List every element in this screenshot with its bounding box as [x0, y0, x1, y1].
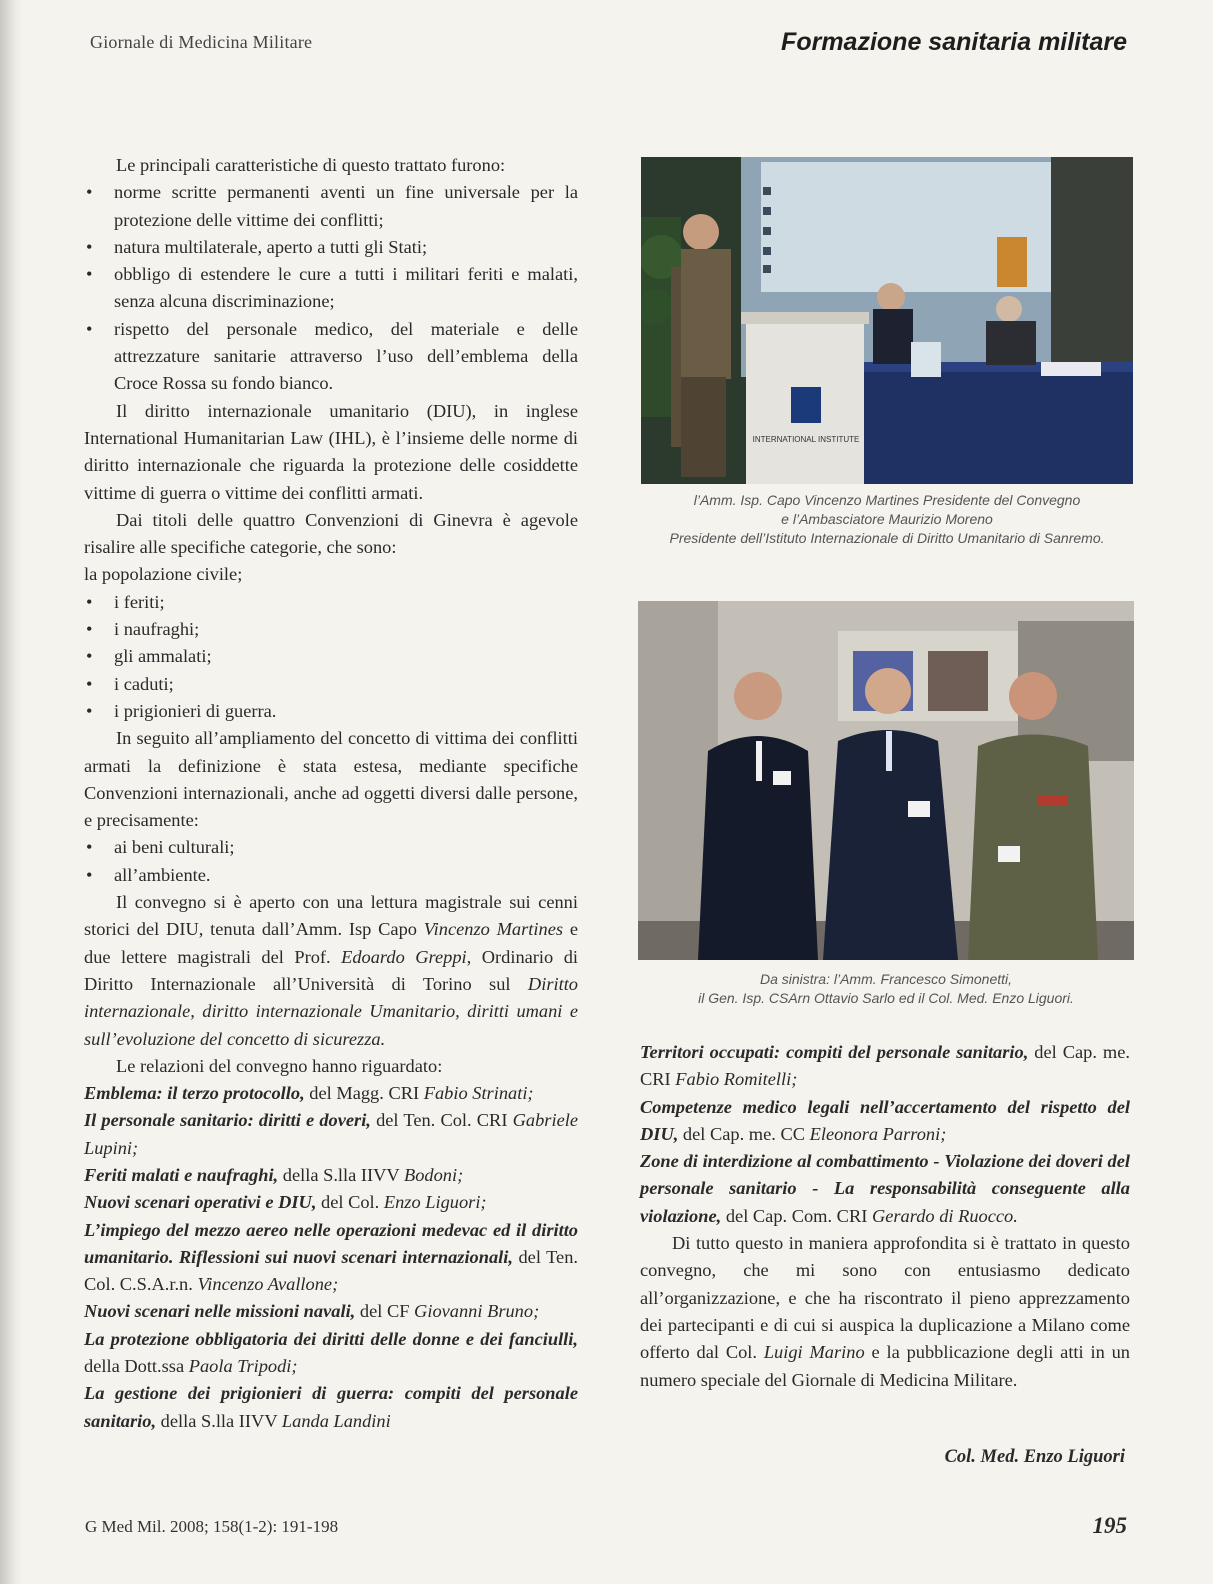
conference-illustration — [641, 157, 1133, 484]
list-item: • natura multilaterale, aperto a tutti gli Stati; — [84, 234, 578, 261]
talk-entry — [84, 1217, 578, 1299]
speaker-name: Vincenzo Avallone; — [197, 1274, 339, 1295]
bullet-list — [84, 834, 578, 889]
speaker-name: Fabio Romitelli; — [675, 1069, 798, 1090]
author-signature: Col. Med. Enzo Liguori — [944, 1447, 1125, 1467]
conference-photo — [641, 157, 1133, 484]
paragraph: In seguito all’ampliamento del concetto di vittima dei conflitti armati la definizione è stata estesa, mediante specifiche Convenzioni internazionali, anche ad oggetti diversi dalle persone, e precisamente: — [84, 728, 578, 831]
paragraph: Dai titoli delle quattro Convenzioni di Ginevra è agevole risalire alle specifiche categorie, che sono: — [84, 509, 578, 558]
speaker-name: Paola Tripodi; — [188, 1356, 298, 1377]
list-item: • all’ambiente. — [84, 862, 578, 889]
text-run: del Cap. me. CC — [678, 1123, 810, 1144]
lecture-title: Diritto internazionale, diritto internazionale Umanitario, diritti umani e sull’evoluzione del concetto di sicurezza. — [84, 973, 578, 1049]
talk-title: L’impiego del mezzo aereo nelle operazioni medevac ed il diritto umanitario. Riflessioni sui nuovi scenari internazionali, — [84, 1219, 578, 1267]
talk-title: Nuovi scenari operativi e DIU, — [84, 1192, 317, 1213]
talk-entry — [640, 1148, 1130, 1230]
talk-title: Competenze medico legali nell’accertamento del rispetto del DIU, — [640, 1096, 1130, 1144]
talk-entry — [640, 1039, 1130, 1094]
speaker-name: Edoardo Greppi, — [341, 946, 472, 967]
text-run: del Cap. Com. CRI — [721, 1205, 872, 1226]
paragraph: Le principali caratteristiche di questo trattato furono: — [116, 155, 506, 175]
caption-line: Da sinistra: l’Amm. Francesco Simonetti, — [759, 971, 1013, 987]
speaker-name: Eleonora Parroni; — [809, 1123, 947, 1144]
journal-title: Giornale di Medicina Militare — [90, 32, 313, 52]
left-column — [84, 152, 578, 1435]
talk-entry — [640, 1094, 1130, 1149]
talk-title: Nuovi scenari nelle missioni navali, — [84, 1301, 356, 1322]
text-run: della Dott.ssa — [84, 1356, 189, 1377]
paragraph: Le relazioni del convegno hanno riguardato: — [116, 1055, 443, 1076]
text-run: della S.lla IIVV — [156, 1410, 282, 1431]
text-run: del Col. — [316, 1192, 384, 1213]
text-run: della S.lla IIVV — [278, 1164, 404, 1185]
text-run: Ordinario di Diritto Internazionale all’Università di Torino sul — [84, 946, 578, 994]
talk-title: Zone di interdizione al combattimento - Violazione dei doveri del personale sanitario - La responsabilità conseguente alla violazione, — [640, 1151, 1130, 1226]
section-title: Formazione sanitaria militare — [781, 28, 1127, 56]
talk-entry — [84, 1162, 578, 1189]
page-gutter-shadow — [0, 0, 22, 1584]
talk-entry — [84, 1326, 578, 1381]
page-number: 195 — [1092, 1513, 1127, 1538]
talk-entry — [84, 1298, 578, 1325]
talk-entry — [84, 1107, 578, 1162]
speaker-name: Gerardo di Ruocco. — [871, 1205, 1018, 1226]
text-run: del Cap. me. CRI — [640, 1042, 1130, 1090]
paragraph — [640, 1230, 1130, 1394]
text-run: del Magg. CRI — [304, 1083, 424, 1104]
list-item: • gli ammalati; — [84, 643, 578, 670]
citation: G Med Mil. 2008; 158(1-2): 191-198 — [85, 1517, 339, 1536]
caption-line: l’Amm. Isp. Capo Vincenzo Martines Presidente del Convegno — [693, 492, 1081, 508]
talk-title: Feriti malati e naufraghi, — [84, 1164, 279, 1185]
talk-entry — [84, 1380, 578, 1435]
paragraph — [84, 889, 578, 1053]
text-run: e la pubblicazione degli atti in un numero speciale del Giornale di Medicina Militare. — [640, 1342, 1131, 1390]
officers-photo — [638, 601, 1134, 960]
talk-title: Il personale sanitario: diritti e doveri, — [84, 1110, 371, 1131]
photo-caption — [638, 970, 1134, 1008]
talk-entry — [84, 1189, 578, 1216]
talk-title: Territori occupati: compiti del personale sanitario, — [640, 1042, 1029, 1062]
speaker-name: Bodoni; — [403, 1164, 464, 1185]
speaker-name: Landa Landini — [281, 1410, 391, 1431]
list-item: • obbligo di estendere le cure a tutti i militari feriti e malati, senza alcuna discriminazione; — [84, 261, 578, 316]
speaker-name: Enzo Liguori; — [383, 1192, 487, 1213]
list-item: • i caduti; — [84, 671, 578, 698]
photo-caption — [641, 491, 1133, 548]
text-run: Il convegno si è aperto con una lettura magistrale sui cenni storici del DIU, tenuta dall’Amm. Isp Capo — [84, 892, 578, 940]
speaker-name: Giovanni Bruno; — [414, 1301, 540, 1322]
list-item: • i naufraghi; — [84, 616, 578, 643]
talk-entry — [84, 1080, 578, 1107]
text-run: del Ten. Col. CRI — [370, 1110, 513, 1131]
officers-illustration — [638, 601, 1134, 960]
text-run: del Ten. Col. C.S.A.r.n. — [84, 1246, 578, 1295]
right-column — [640, 1039, 1130, 1394]
speaker-name: Luigi Marino — [763, 1342, 865, 1363]
bullet-list — [84, 179, 578, 397]
list-item: • i prigionieri di guerra. — [84, 698, 578, 725]
talk-title: La protezione obbligatoria dei diritti delle donne e dei fanciulli, — [84, 1328, 578, 1349]
speaker-name: Vincenzo Martines — [423, 919, 564, 940]
talk-title: La gestione dei prigionieri di guerra: compiti del personale sanitario, — [84, 1383, 578, 1431]
list-item: • ai beni culturali; — [84, 834, 578, 861]
list-item: • i feriti; — [84, 589, 578, 616]
talk-title: Emblema: il terzo protocollo, — [84, 1083, 305, 1104]
list-item: • norme scritte permanenti aventi un fine universale per la protezione delle vittime dei conflitti; — [84, 179, 578, 234]
text-run: del CF — [355, 1301, 415, 1322]
speaker-name: Gabriele Lupini; — [84, 1110, 578, 1158]
bullet-list — [84, 589, 578, 725]
podium-sign: INTERNATIONAL INSTITUTE — [752, 435, 860, 444]
caption-line: Presidente dell’Istituto Internazionale di Diritto Umanitario di Sanremo. — [669, 530, 1105, 546]
list-item: • rispetto del personale medico, del materiale e delle attrezzature sanitarie attraverso l’uso dell’emblema della Croce Rossa su fondo bianco. — [84, 316, 578, 398]
caption-line: il Gen. Isp. CSArn Ottavio Sarlo ed il Col. Med. Enzo Liguori. — [698, 990, 1074, 1006]
caption-line: e l’Ambasciatore Maurizio Moreno — [781, 511, 993, 527]
text-run: e due lettere magistrali del Prof. — [84, 919, 578, 967]
paragraph: Il diritto internazionale umanitario (DIU), in inglese International Humanitarian Law (IHL), è l’insieme delle norme di diritto internazionale che riguarda la protezione delle cosiddette vittime di guerra o vittime dei conflitti armati. — [84, 400, 578, 503]
paragraph: la popolazione civile; — [84, 564, 243, 585]
speaker-name: Fabio Strinati; — [423, 1083, 534, 1104]
text-run: Di tutto questo in maniera approfondita si è trattato in questo convegno, che mi sono con entusiasmo dedicato all’organizzazione, e che ha riscontrato il pieno apprezzamento dei partecipanti e di cui si auspica la duplicazione a Milano come offerto dal Col. — [640, 1233, 1130, 1363]
